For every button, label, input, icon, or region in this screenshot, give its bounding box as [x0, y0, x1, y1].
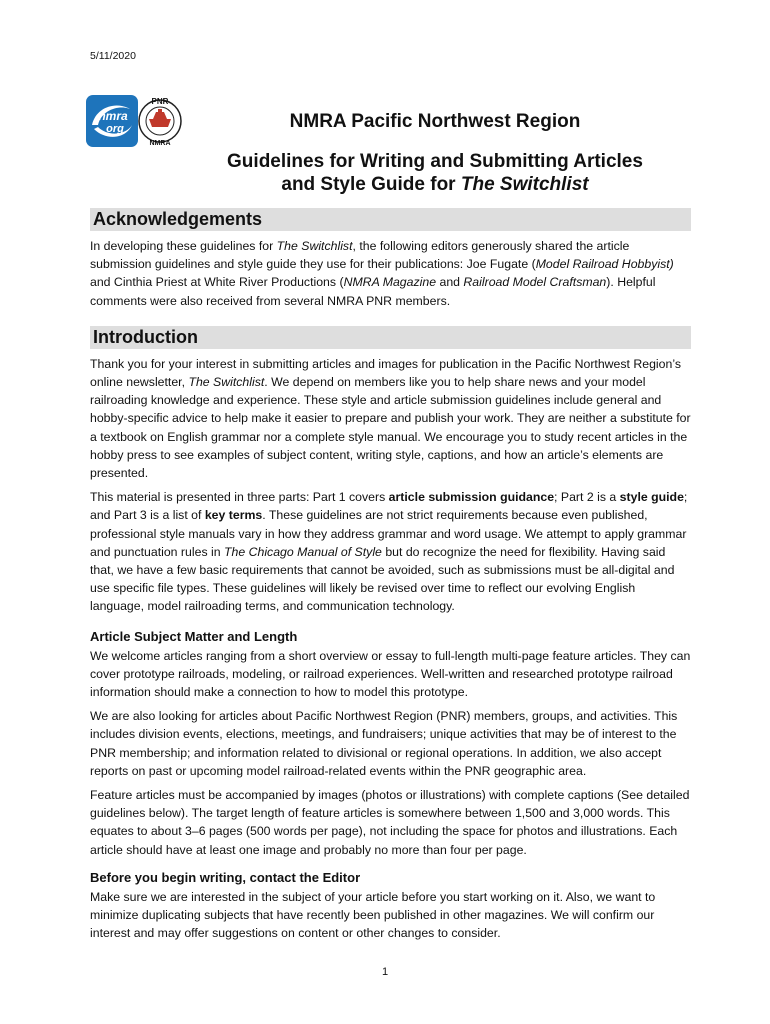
pnr-logo-bottom-text: NMRA: [149, 140, 171, 147]
nmra-logo-text: nmra: [98, 109, 128, 123]
document-body: [90, 208, 691, 949]
acknowledgements-paragraph: In developing these guidelines for The Switchlist, the following editors generously shared the article submission guidelines and style guide they use for their publications: Joe Fugate (Model Railroad Hobbyist) and Cinthia Priest at White River Productions (NMRA Magazine and Railroad Model Craftsman). Helpful comments were also received from several NMRA PNR members.: [90, 239, 674, 308]
document-date: 5/11/2020: [90, 50, 136, 62]
document-title-line1: Guidelines for Writing and Submitting Articles: [227, 151, 643, 172]
introduction-paragraph-1: Thank you for your interest in submitting articles and images for publication in the Pacific Northwest Region’s online newsletter, The Switchlist. We depend on members like you to help share news and your model railroading knowledge and experience. These style and article submission guidelines include general and hobby-specific advice to help make it easier to prepare and publish your work. They are neither a substitute for a textbook on English grammar nor a complete style manual. We encourage you to study recent articles in the hobby press to see examples of subject content, writing style, captions, and how an article’s elements are presented.: [90, 356, 691, 481]
title-block: [190, 110, 680, 196]
nmra-org-logo: [86, 95, 138, 147]
document-title-line2: and Style Guide for: [281, 174, 461, 195]
introduction-paragraph-2: This material is presented in three parts: Part 1 covers article submission guidance; Part 2 is a style guide; and Part 3 is a list of key terms. These guidelines are not strict requirements because even published, professional style manuals vary in how they address grammar and word usage. We attempt to apply grammar and punctuation rules in The Chicago Manual of Style but do recognize the need for flexibility. Having said that, we have a few basic requirements that cannot be avoided, such as submissions must be all-digital and use specific file types. These guidelines will likely be revised over time to reflect our evolving English language, model railroading terms, and communication technology.: [90, 490, 688, 614]
region-title: NMRA Pacific Northwest Region: [289, 111, 581, 132]
contact-paragraph: Make sure we are interested in the subject of your article before you start working on it. Also, we want to minimize duplicating subjects that have recently been published in other magazines. We will confirm our interest and may offer suggestions on content or other changes to consider.: [90, 889, 656, 941]
subheading-subject-matter: Article Subject Matter and Length: [90, 628, 298, 644]
subject-paragraph-1: We welcome articles ranging from a short overview or essay to full-length multi-page feature articles. They can cover prototype railroads, modeling, or railroad experiences. Well-written and researched prototype railroad information should make a connection to how to model this prototype.: [90, 648, 691, 700]
page-number: 1: [381, 966, 389, 978]
pnr-nmra-logo: [137, 93, 183, 149]
section-heading-introduction: Introduction: [90, 326, 691, 349]
nmra-logo-org-text: org: [106, 123, 124, 135]
subject-paragraph-2: We are also looking for articles about Pacific Northwest Region (PNR) members, groups, and activities. This includes division events, elections, meetings, and fundraisers; unique activities that may be of interest to the PNR membership; and information related to divisional or regional operations. In addition, we also accept reports on past or upcoming model railroad-related events within the PNR geographic area.: [90, 709, 678, 778]
subject-paragraph-3: Feature articles must be accompanied by images (photos or illustrations) with complete captions (See detailed guidelines below). The target length of feature articles is somewhere between 1,500 and 3,000 words. This equates to about 3–6 pages (500 words per page), not including the space for photos and illustrations. Each article should have at least one image and probably no more than four per page.: [90, 788, 690, 857]
subheading-contact-editor: Before you begin writing, contact the Editor: [90, 869, 361, 885]
document-title: [190, 150, 680, 196]
pnr-logo-top-text: PNR: [151, 97, 169, 106]
section-heading-acknowledgements: Acknowledgements: [90, 208, 691, 231]
publication-name: The Switchlist: [460, 174, 589, 195]
